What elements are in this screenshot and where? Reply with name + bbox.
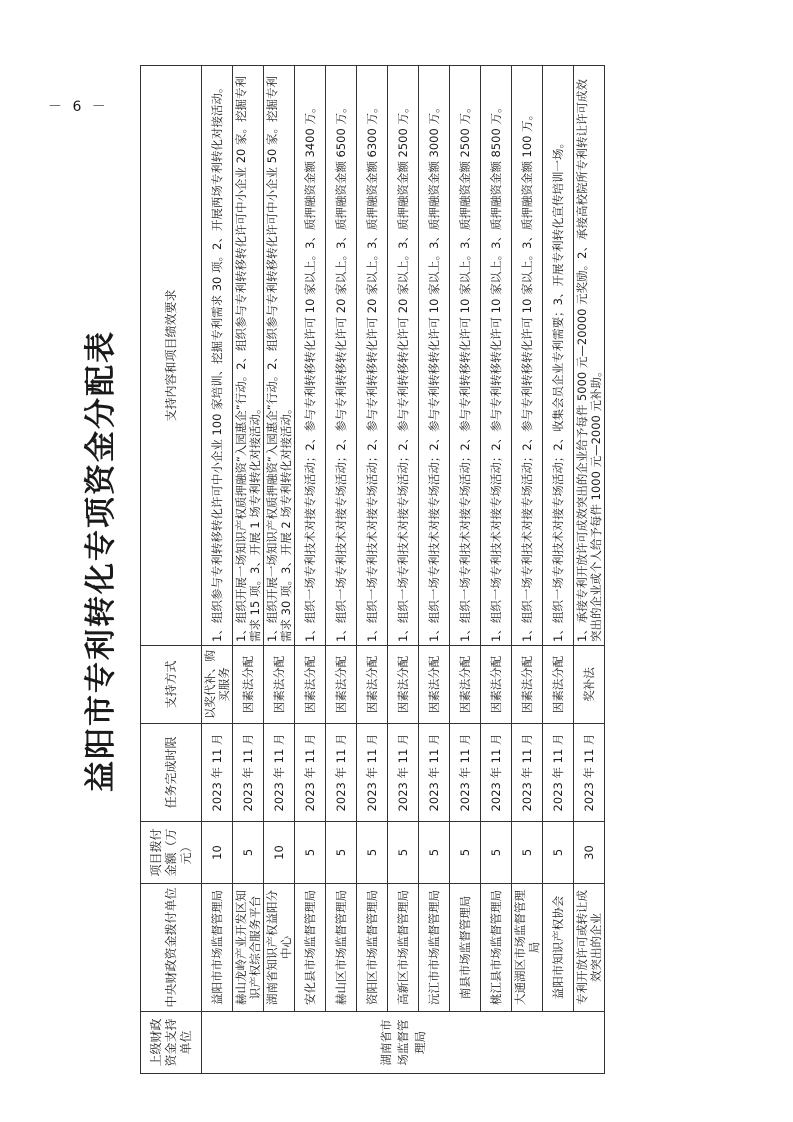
- amount-cell: 5: [357, 822, 388, 884]
- method-cell: 因素法分配: [326, 646, 357, 724]
- content-cell: 1、组织开展一场知识产权质押融资“入园惠企”行动。2、组织参与专利转移转化许可中小企业 20 家。挖掘专利需求 15 项。3、开展 1 场专利转化对接活动。: [233, 66, 264, 646]
- header-amount: 项目拨付金额（万元）: [141, 822, 202, 884]
- payee-cell: 南县市场监督管理局: [450, 884, 481, 1012]
- content-cell: 1、组织一场专利技术对接专场活动；2、参与专利转移转化许可 10 家以上。3、质押融资金额 100 万。: [512, 66, 543, 646]
- amount-cell: 5: [295, 822, 326, 884]
- method-cell: 因素法分配: [233, 646, 264, 724]
- method-cell: 因素法分配: [264, 646, 295, 724]
- deadline-cell: 2023 年 11 月: [512, 724, 543, 822]
- deadline-cell: 2023 年 11 月: [388, 724, 419, 822]
- method-cell: 奖补法: [574, 646, 605, 724]
- method-cell: 因素法分配: [357, 646, 388, 724]
- table-row: [481, 66, 512, 1074]
- amount-cell: 5: [512, 822, 543, 884]
- content-cell: 1、组织一场专利技术对接专场活动；2、参与专利转移转化许可 10 家以上。3、质押融资金额 3400 万。: [295, 66, 326, 646]
- page-number: － 6 －: [48, 99, 109, 115]
- document-title: 益阳市专利转化专项资金分配表: [83, 330, 119, 792]
- table-header-row: [141, 66, 202, 1074]
- header-content: 支持内容和项目绩效要求: [141, 66, 202, 646]
- method-cell: 因素法分配: [543, 646, 574, 724]
- deadline-cell: 2023 年 11 月: [264, 724, 295, 822]
- deadline-cell: 2023 年 11 月: [326, 724, 357, 822]
- method-cell: 以奖代补、购买服务: [202, 646, 233, 724]
- payee-cell: 沅江市市场监督管理局: [419, 884, 450, 1012]
- amount-cell: 10: [264, 822, 295, 884]
- content-cell: 1、组织一场专利技术对接专场活动；2、收集会员企业专利需要；3、开展专利转化宣传培训一场。: [543, 66, 574, 646]
- method-cell: 因素法分配: [295, 646, 326, 724]
- deadline-cell: 2023 年 11 月: [450, 724, 481, 822]
- method-cell: 因素法分配: [388, 646, 419, 724]
- allocation-table: [140, 65, 605, 1074]
- method-cell: 因素法分配: [419, 646, 450, 724]
- deadline-cell: 2023 年 11 月: [419, 724, 450, 822]
- superior-unit-cell: 湖南省市场监督管理局: [202, 1012, 605, 1074]
- payee-cell: 专利开放许可或转让成效突出的企业: [574, 884, 605, 1012]
- content-cell: 1、组织一场专利技术对接专场活动；2、参与专利转移转化许可 10 家以上。3、质押融资金额 8500 万。: [481, 66, 512, 646]
- deadline-cell: 2023 年 11 月: [357, 724, 388, 822]
- payee-cell: 赫山区市场监督管理局: [326, 884, 357, 1012]
- header-payee: 中央财政资金拨付单位: [141, 884, 202, 1012]
- content-cell: 1、组织一场专利技术对接专场活动；2、参与专利转移转化许可 20 家以上。3、质押融资金额 2500 万。: [388, 66, 419, 646]
- deadline-cell: 2023 年 11 月: [202, 724, 233, 822]
- table-row: [388, 66, 419, 1074]
- payee-cell: 赫山龙岭产业开发区知识产权综合服务平台: [233, 884, 264, 1012]
- method-cell: 因素法分配: [450, 646, 481, 724]
- deadline-cell: 2023 年 11 月: [574, 724, 605, 822]
- deadline-cell: 2023 年 11 月: [295, 724, 326, 822]
- table-row: [450, 66, 481, 1074]
- table-row: [512, 66, 543, 1074]
- content-cell: 1、承接专利开放许可成效突出的企业给予每件 5000 元—20000 元奖励。2、承接高校院所专利转让许可成效突出的企业或个人给予每件 1000 元—2000 元补助。: [574, 66, 605, 646]
- payee-cell: 大通湖区市场监督管理局: [512, 884, 543, 1012]
- header-method: 支持方式: [141, 646, 202, 724]
- deadline-cell: 2023 年 11 月: [543, 724, 574, 822]
- method-cell: 因素法分配: [481, 646, 512, 724]
- deadline-cell: 2023 年 11 月: [233, 724, 264, 822]
- amount-cell: 30: [574, 822, 605, 884]
- amount-cell: 10: [202, 822, 233, 884]
- table-row: [357, 66, 388, 1074]
- amount-cell: 5: [543, 822, 574, 884]
- content-cell: 1、组织一场专利技术对接专场活动；2、参与专利转移转化许可 20 家以上。3、质押融资金额 6500 万。: [326, 66, 357, 646]
- table-row: [295, 66, 326, 1074]
- content-cell: 1、组织一场专利技术对接专场活动；2、参与专利转移转化许可 10 家以上。3、质押融资金额 3000 万。: [419, 66, 450, 646]
- amount-cell: 5: [233, 822, 264, 884]
- content-cell: 1、组织开展一场知识产权质押融资“入园惠企”行动。2、组织参与专利转移转化许可中小企业 50 家。挖掘专利需求 30 项。3、开展 2 场专利转化对接活动。: [264, 66, 295, 646]
- payee-cell: 高新区市场监督管理局: [388, 884, 419, 1012]
- content-cell: 1、组织一场专利技术对接专场活动；2、参与专利转移转化许可 10 家以上。3、质押融资金额 2500 万。: [450, 66, 481, 646]
- payee-cell: 桃江县市场监督管理局: [481, 884, 512, 1012]
- amount-cell: 5: [481, 822, 512, 884]
- header-deadline: 任务完成时限: [141, 724, 202, 822]
- table-row: [233, 66, 264, 1074]
- header-superior-unit: 上级财政资金支持单位: [141, 1012, 202, 1074]
- table-row: [543, 66, 574, 1074]
- table-row: [202, 66, 233, 1074]
- content-cell: 1、组织参与专利转移转化许可中小企业 100 家培训、挖掘专利需求 30 项。2、开展两场专利转化对接活动。: [202, 66, 233, 646]
- table-row: [574, 66, 605, 1074]
- amount-cell: 5: [450, 822, 481, 884]
- payee-cell: 益阳市市场监督管理局: [202, 884, 233, 1012]
- payee-cell: 湖南省知识产权益阳分中心: [264, 884, 295, 1012]
- content-cell: 1、组织一场专利技术对接专场活动；2、参与专利转移转化许可 20 家以上。3、质押融资金额 6300 万。: [357, 66, 388, 646]
- method-cell: 因素法分配: [512, 646, 543, 724]
- amount-cell: 5: [388, 822, 419, 884]
- payee-cell: 益阳市知识产权协会: [543, 884, 574, 1012]
- amount-cell: 5: [326, 822, 357, 884]
- table-row: [419, 66, 450, 1074]
- table-row: [326, 66, 357, 1074]
- table-row: [264, 66, 295, 1074]
- payee-cell: 资阳区市场监督管理局: [357, 884, 388, 1012]
- deadline-cell: 2023 年 11 月: [481, 724, 512, 822]
- amount-cell: 5: [419, 822, 450, 884]
- payee-cell: 安化县市场监督管理局: [295, 884, 326, 1012]
